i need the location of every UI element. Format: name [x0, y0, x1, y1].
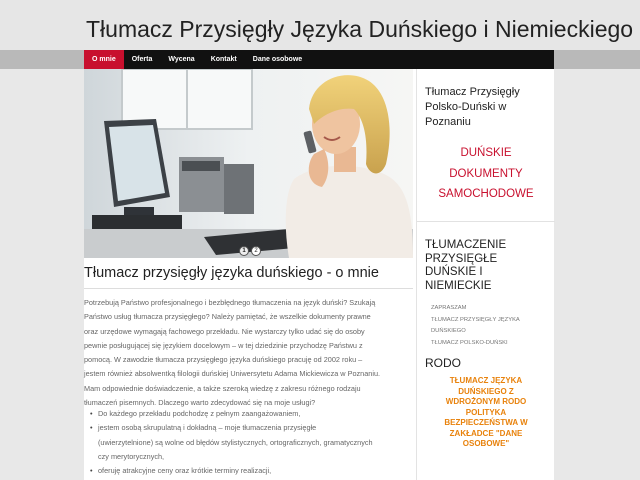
main-nav	[84, 50, 554, 69]
rodo-policy-link-line[interactable]: OSOBOWE"	[462, 439, 510, 448]
sidebar-intro-line: Polsko-Duński w	[425, 101, 507, 113]
paragraph-line: jestem również absolwentką filologii duńskiej Uniwersytetu Adama Mickiewicza w Poznaniu.	[84, 369, 381, 379]
paragraph-line: Potrzebują Państwo profesjonalnego i bezbłędnego tłumaczenia na język duński? Szukają	[84, 298, 376, 307]
list-item	[90, 421, 412, 464]
paragraph-line: Państwo usług tłumacza przysięgłego? Należy pamiętać, że wszelkie dokumenty prawne	[84, 312, 371, 322]
nav-item-dane-osobowe[interactable]: Dane osobowe	[252, 56, 303, 63]
heading-divider	[84, 288, 413, 289]
sidebar-link-zapraszam[interactable]: ZAPRASZAM	[431, 305, 467, 311]
car-documents-link-line[interactable]: SAMOCHODOWE	[438, 188, 534, 200]
page-heading: Tłumacz przysięgły języka duńskiego - o mnie	[84, 265, 379, 281]
list-item	[90, 407, 412, 421]
rodo-policy-link-line[interactable]: POLITYKA	[465, 407, 507, 417]
list-item-line: • Do każdego przekładu podchodzę z pełnym zaangażowaniem,	[98, 409, 301, 418]
rodo-policy-link-line[interactable]: ZAKŁADCE "DANE	[449, 428, 523, 438]
sidebar-heading-translations	[425, 239, 551, 293]
car-documents-link-line[interactable]: DUŃSKIE	[460, 147, 512, 159]
car-documents-link-line[interactable]: DOKUMENTY	[449, 167, 523, 180]
sidebar-heading-line: NIEMIECKIE	[425, 279, 492, 292]
paragraph-line: tłumaczeń pisemnych. Dlaczego warto zdecydować się na moje usługi?	[84, 398, 316, 408]
nav-item-wycena[interactable]: Wycena	[168, 56, 195, 63]
sidebar-intro-line: Tłumacz Przysięgły	[425, 86, 520, 98]
page-content	[84, 69, 554, 480]
slider-photo	[84, 69, 413, 258]
nav-item-o-mnie[interactable]: O mnie	[84, 50, 124, 69]
slider-dots	[239, 246, 261, 256]
sidebar-divider	[417, 221, 555, 222]
nav-item-oferta[interactable]: Oferta	[131, 56, 153, 63]
sidebar-links	[431, 303, 549, 349]
sidebar-intro	[425, 85, 551, 130]
rodo-policy-link-line[interactable]: TŁUMACZ JĘZYKA	[449, 376, 523, 385]
list-item-line: • jestem osobą skrupulatną i dokładną – moje tłumaczenia przysięgłe	[98, 423, 317, 433]
paragraph-line: pomocą. W zawodzie tłumacza przysięgłego języka duńskiego pracuję od 2002 roku –	[84, 355, 363, 365]
sidebar-intro-line: Poznaniu	[425, 116, 471, 128]
list-item	[90, 464, 412, 478]
sidebar-heading-rodo: RODO	[425, 356, 461, 370]
paragraph-line: oraz urzędowe wymagają fachowego przekładu. Nie wystarczy tylko udać się do osoby	[84, 326, 365, 336]
image-slider[interactable]	[84, 69, 413, 258]
sidebar-link-tlumacz-dunski-cont[interactable]: DUŃSKIEGO	[431, 328, 466, 334]
benefits-list	[90, 407, 412, 478]
intro-paragraph	[84, 296, 414, 410]
slider-dot-2[interactable]: 2	[251, 246, 261, 256]
rodo-policy-link-line[interactable]: BEZPIECZEŃSTWA W	[444, 418, 528, 427]
list-item-line: (uwierzytelnione) są wolne od błędów stylistycznych, ortograficznych, gramatycznych	[98, 437, 373, 447]
site-title[interactable]: Tłumacz Przysięgły Języka Duńskiego i Niemieckiego	[86, 16, 634, 42]
slider-dot-1[interactable]: 1	[239, 246, 249, 256]
rodo-policy-link[interactable]	[417, 376, 555, 450]
sidebar-link-tlumacz-dunski[interactable]: TŁUMACZ PRZYSIĘGŁY JĘZYKA	[431, 316, 520, 323]
paragraph-line: pewnie posługującej się językiem docelowym – w tej dziedzinie przychodzę Państwu z	[84, 340, 363, 350]
car-documents-link[interactable]	[417, 143, 555, 205]
rodo-policy-link-line[interactable]: WDROŻONYM RODO	[445, 397, 527, 406]
sidebar-heading-line: PRZYSIĘGŁE	[425, 252, 498, 265]
sidebar-heading-line: TŁUMACZENIE	[425, 239, 507, 251]
list-item-line: • oferuję atrakcyjne ceny oraz krótkie terminy realizacji,	[98, 466, 272, 476]
nav-item-kontakt[interactable]: Kontakt	[210, 56, 237, 63]
sidebar	[416, 69, 554, 480]
list-item-line: czy merytorycznych,	[98, 451, 165, 461]
sidebar-heading-line: DUŃSKIE I	[425, 266, 483, 278]
paragraph-line: Mam odpowiednie doświadczenie, a także szeroką wiedzę z zakresu różnego rodzaju	[84, 383, 361, 393]
sidebar-link-polsko-dunski[interactable]: TŁUMACZ POLSKO-DUŃSKI	[431, 339, 508, 346]
rodo-policy-link-line[interactable]: DUŃSKIEGO Z	[458, 386, 514, 396]
